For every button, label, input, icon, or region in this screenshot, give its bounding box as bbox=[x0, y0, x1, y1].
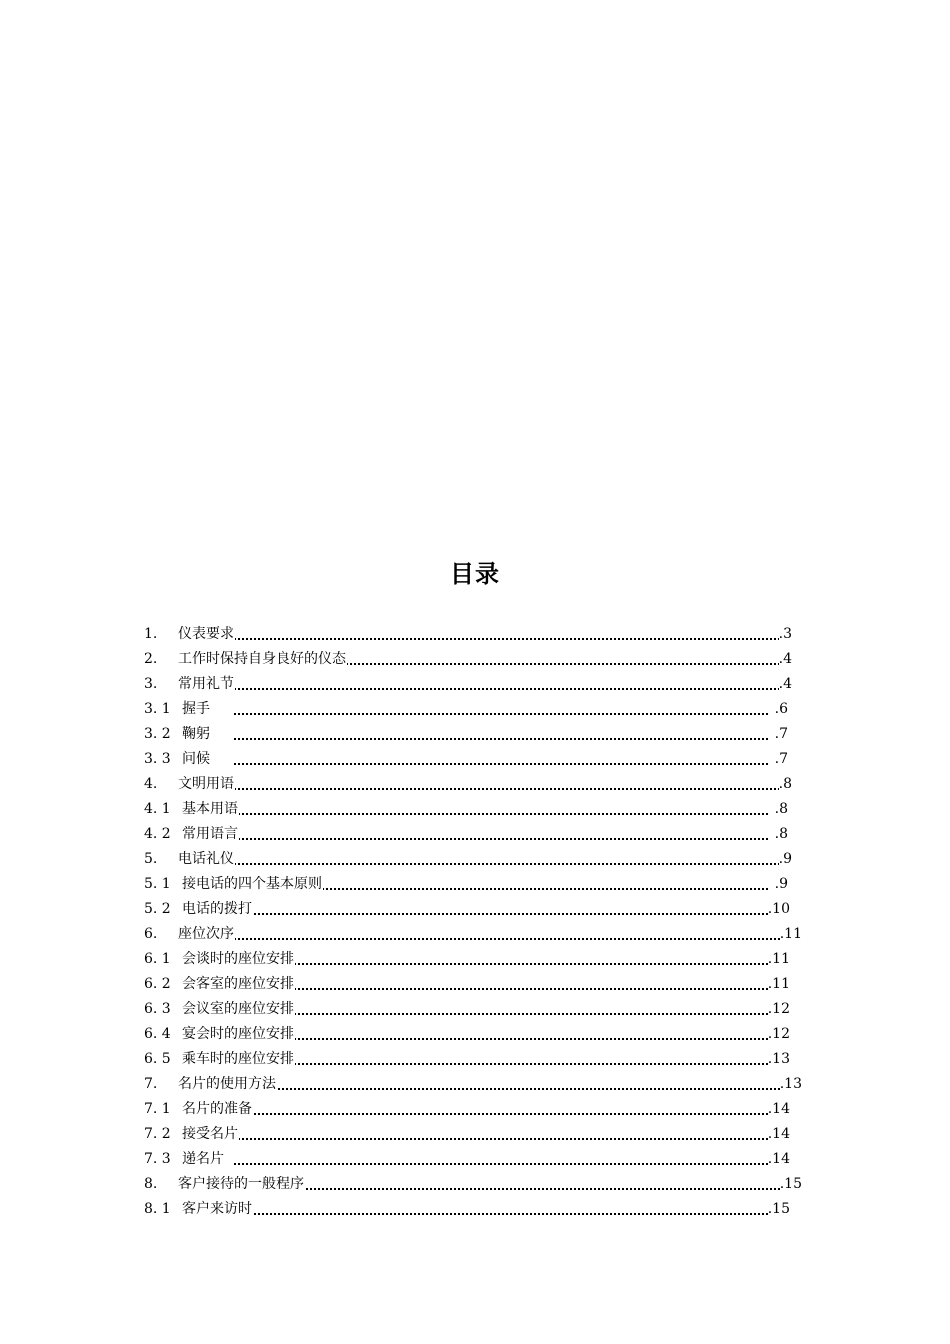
toc-entry-number: 6. 1 bbox=[144, 951, 171, 967]
toc-entry-label: 客户来访时 bbox=[182, 1197, 253, 1222]
toc-entry-page: .11 bbox=[768, 972, 790, 997]
toc-entry-label: 问候 bbox=[182, 747, 211, 772]
toc-entry[interactable] bbox=[144, 622, 814, 647]
toc-entry[interactable] bbox=[144, 672, 814, 697]
toc-entry[interactable] bbox=[144, 947, 814, 972]
toc-entry-label: 常用礼节 bbox=[178, 672, 235, 697]
toc-entry-number: 3. 3 bbox=[144, 751, 171, 767]
toc-entry-label: 工作时保持自身良好的仪态 bbox=[178, 647, 347, 672]
toc-entry-page: .14 bbox=[768, 1147, 790, 1172]
toc-dot-leader bbox=[234, 788, 780, 790]
toc-entry[interactable] bbox=[144, 772, 814, 797]
toc-entry[interactable] bbox=[144, 697, 814, 722]
toc-dot-leader bbox=[234, 638, 780, 640]
toc-entry-label: 常用语言 bbox=[182, 822, 239, 847]
toc-title: 目录 bbox=[450, 560, 500, 588]
toc-entry-page: .6 bbox=[775, 697, 788, 722]
toc-dot-leader bbox=[234, 813, 768, 815]
toc-entry-page: .14 bbox=[768, 1122, 790, 1147]
toc-dot-leader bbox=[234, 1163, 768, 1165]
toc-entry-page: .8 bbox=[775, 797, 788, 822]
toc-entry[interactable] bbox=[144, 1022, 814, 1047]
toc-entry[interactable] bbox=[144, 822, 814, 847]
toc-entry[interactable] bbox=[144, 1122, 814, 1147]
toc-entry-number: 6. 4 bbox=[144, 1026, 171, 1042]
toc-entry-label: 名片的准备 bbox=[182, 1097, 253, 1122]
toc-entry-label: 文明用语 bbox=[178, 772, 235, 797]
toc-entry[interactable] bbox=[144, 972, 814, 997]
toc-entry-number: 5. 2 bbox=[144, 901, 171, 917]
toc-entry[interactable] bbox=[144, 872, 814, 897]
toc-entry[interactable] bbox=[144, 647, 814, 672]
toc-entry-page: .8 bbox=[779, 772, 792, 797]
toc-entry[interactable] bbox=[144, 1172, 814, 1197]
toc-entry-page: .13 bbox=[780, 1072, 802, 1097]
toc-dot-leader bbox=[234, 1138, 768, 1140]
toc-entry-page: .10 bbox=[768, 897, 790, 922]
toc-dot-leader bbox=[234, 988, 768, 990]
toc-entry-page: .12 bbox=[768, 1022, 790, 1047]
toc-entry[interactable] bbox=[144, 922, 814, 947]
toc-entry[interactable] bbox=[144, 722, 814, 747]
toc-entry-page: .8 bbox=[775, 822, 788, 847]
toc-dot-leader bbox=[234, 713, 768, 715]
toc-entry-label: 电话的拨打 bbox=[182, 897, 253, 922]
toc-entry-label: 会客室的座位安排 bbox=[182, 972, 295, 997]
toc-entry-page: .11 bbox=[780, 922, 802, 947]
toc-entry-number: 3. 2 bbox=[144, 726, 171, 742]
toc-entry-number: 6. 2 bbox=[144, 976, 171, 992]
toc-entry-page: .4 bbox=[779, 647, 792, 672]
toc-entry-page: .9 bbox=[775, 872, 788, 897]
toc-entry-label: 乘车时的座位安排 bbox=[182, 1047, 295, 1072]
toc-entry-label: 仪表要求 bbox=[178, 622, 235, 647]
toc-entry-page: .7 bbox=[775, 722, 788, 747]
toc-entry-label: 接受名片 bbox=[182, 1122, 239, 1147]
toc-dot-leader bbox=[234, 763, 768, 765]
toc-entry[interactable] bbox=[144, 997, 814, 1022]
toc-entry[interactable] bbox=[144, 1047, 814, 1072]
toc-entry-number: 5. 1 bbox=[144, 876, 171, 892]
toc-entry-number: 7. 1 bbox=[144, 1101, 171, 1117]
toc-entry-label: 宴会时的座位安排 bbox=[182, 1022, 295, 1047]
toc-entry-number: 7. 3 bbox=[144, 1151, 171, 1167]
toc-entry-label: 接电话的四个基本原则 bbox=[182, 872, 323, 897]
toc-entry-page: .14 bbox=[768, 1097, 790, 1122]
toc-entry-number: 7. bbox=[144, 1076, 158, 1092]
toc-entry-number: 4. 2 bbox=[144, 826, 171, 842]
toc-entry-page: .11 bbox=[768, 947, 790, 972]
toc-entry-number: 3. bbox=[144, 676, 158, 692]
toc-dot-leader bbox=[234, 1013, 768, 1015]
toc-entry-number: 3. 1 bbox=[144, 701, 171, 717]
toc-entry[interactable] bbox=[144, 747, 814, 772]
toc-dot-leader bbox=[234, 1213, 768, 1215]
toc-entry-number: 2. bbox=[144, 651, 158, 667]
toc-entry[interactable] bbox=[144, 1097, 814, 1122]
toc-entry-number: 8. bbox=[144, 1176, 158, 1192]
toc-entry-page: .9 bbox=[779, 847, 792, 872]
toc-dot-leader bbox=[234, 1088, 780, 1090]
toc-entry-page: .4 bbox=[779, 672, 792, 697]
toc-entry[interactable] bbox=[144, 847, 814, 872]
toc-entry-label: 电话礼仪 bbox=[178, 847, 235, 872]
toc-entry-page: .15 bbox=[768, 1197, 790, 1222]
toc-entry[interactable] bbox=[144, 1072, 814, 1097]
toc-entry-number: 6. bbox=[144, 926, 158, 942]
toc-dot-leader bbox=[234, 938, 780, 940]
toc-entry-label: 客户接待的一般程序 bbox=[178, 1172, 305, 1197]
toc-entry-number: 1. bbox=[144, 626, 158, 642]
toc-dot-leader bbox=[234, 913, 768, 915]
toc-dot-leader bbox=[234, 863, 780, 865]
toc-entry-label: 握手 bbox=[182, 697, 211, 722]
toc-entry[interactable] bbox=[144, 1197, 814, 1222]
toc-entry-page: .12 bbox=[768, 997, 790, 1022]
toc-entry-page: .15 bbox=[780, 1172, 802, 1197]
toc-entry-label: 基本用语 bbox=[182, 797, 239, 822]
toc-entry-label: 递名片 bbox=[182, 1147, 225, 1172]
toc-dot-leader bbox=[234, 1063, 768, 1065]
toc-entry-label: 鞠躬 bbox=[182, 722, 211, 747]
toc-entry-number: 4. bbox=[144, 776, 158, 792]
toc-entry-number: 6. 5 bbox=[144, 1051, 171, 1067]
toc-entry-number: 5. bbox=[144, 851, 158, 867]
toc-entry[interactable] bbox=[144, 797, 814, 822]
toc-dot-leader bbox=[234, 738, 768, 740]
toc-entry-number: 6. 3 bbox=[144, 1001, 171, 1017]
toc-entry[interactable] bbox=[144, 1147, 814, 1172]
toc-dot-leader bbox=[234, 1113, 768, 1115]
toc-entry-number: 7. 2 bbox=[144, 1126, 171, 1142]
toc-entry-label: 会议室的座位安排 bbox=[182, 997, 295, 1022]
toc-list bbox=[144, 622, 814, 1222]
toc-entry[interactable] bbox=[144, 897, 814, 922]
toc-entry-page: .3 bbox=[779, 622, 792, 647]
toc-entry-page: .13 bbox=[768, 1047, 790, 1072]
toc-dot-leader bbox=[234, 1188, 780, 1190]
toc-dot-leader bbox=[234, 1038, 768, 1040]
toc-entry-number: 4. 1 bbox=[144, 801, 171, 817]
toc-entry-label: 座位次序 bbox=[178, 922, 235, 947]
toc-entry-label: 会谈时的座位安排 bbox=[182, 947, 295, 972]
toc-entry-page: .7 bbox=[775, 747, 788, 772]
toc-entry-label: 名片的使用方法 bbox=[178, 1072, 277, 1097]
toc-dot-leader bbox=[234, 963, 768, 965]
toc-dot-leader bbox=[234, 688, 780, 690]
toc-dot-leader bbox=[234, 838, 768, 840]
toc-entry-number: 8. 1 bbox=[144, 1201, 171, 1217]
